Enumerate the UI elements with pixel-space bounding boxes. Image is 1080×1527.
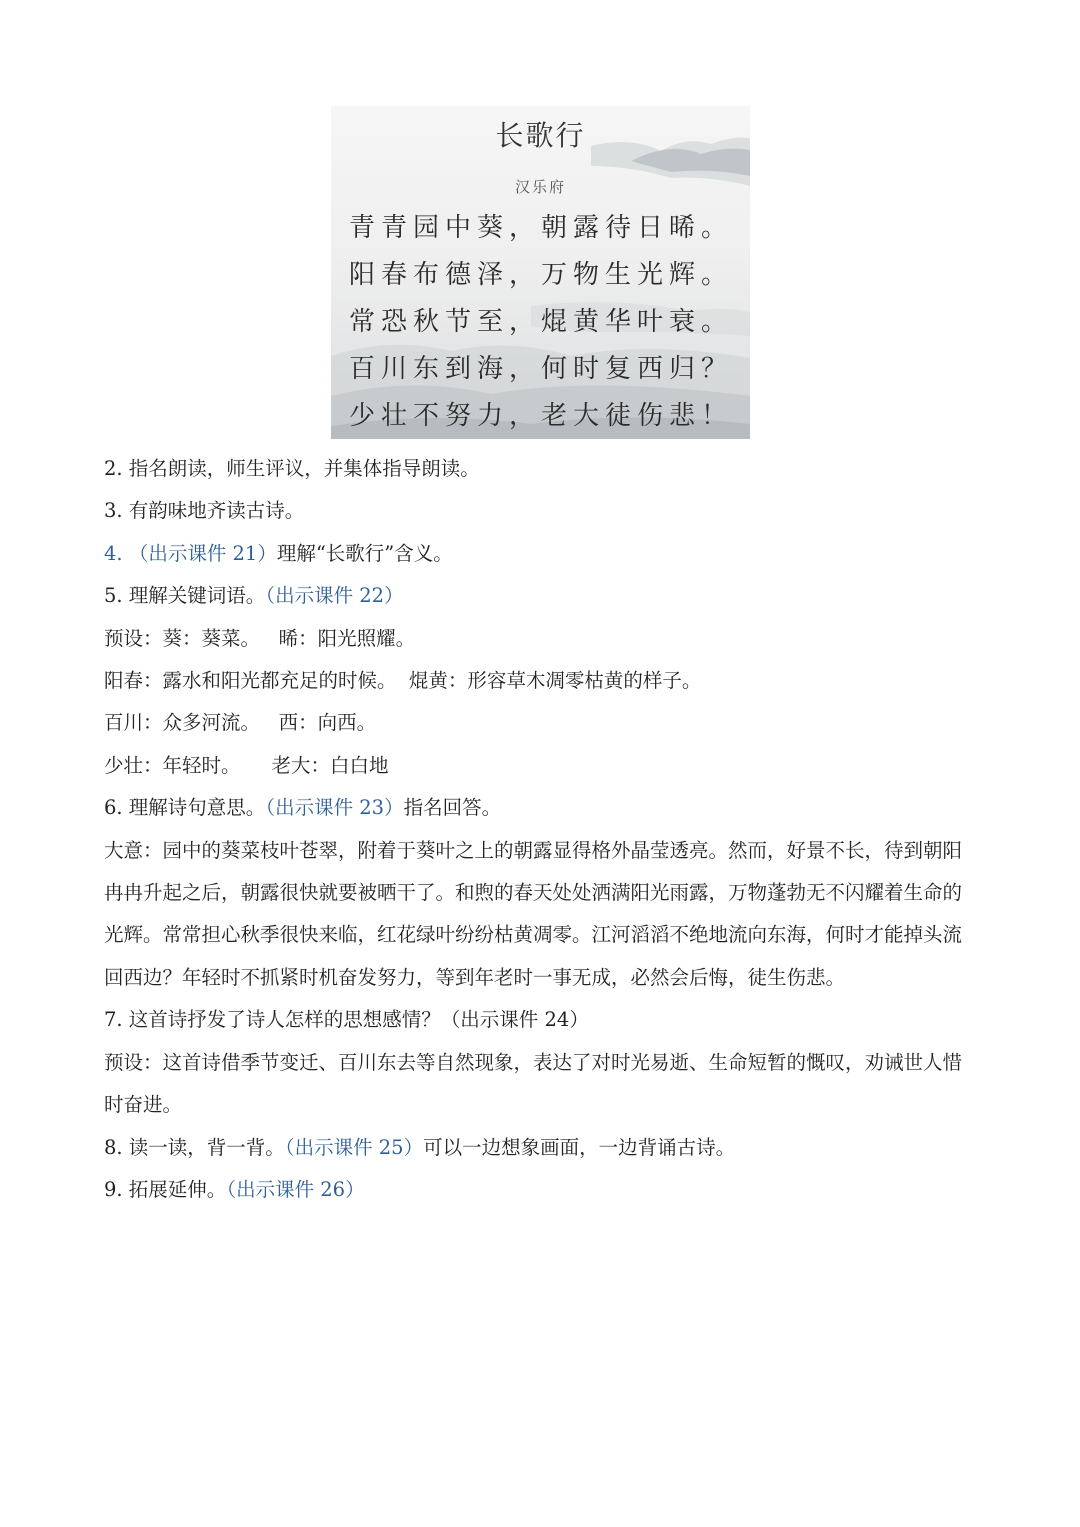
step-8-tail: 可以一边想象画面，一边背诵古诗。 — [423, 1135, 736, 1159]
step-4-number: 4. — [104, 541, 129, 565]
step-2: 2. 指名朗读，师生评议，并集体指导朗读。 — [104, 457, 480, 480]
courseware-link-22: （出示课件 22） — [265, 584, 404, 608]
poem-line: 青青园中葵，朝露待日晞。 — [349, 213, 734, 243]
vocab-line-3: 百川：众多河流。 西：向西。 — [104, 711, 377, 735]
poem-line: 阳春布德泽，万物生光辉。 — [349, 260, 734, 290]
step-8-text: 8. 读一读，背一背。 — [104, 1135, 285, 1159]
vocab-line-4: 少壮：年轻时。 老大：白白地 — [104, 753, 389, 777]
poem-line: 常恐秋节至，焜黄华叶衰。 — [349, 307, 734, 337]
step-5 — [104, 575, 980, 617]
step-6-tail: 指名回答。 — [403, 796, 502, 820]
poem-title: 长歌行 — [495, 119, 586, 152]
courseware-link-26: （出示课件 26） — [226, 1177, 365, 1201]
vocab-line-2: 阳春：露水和阳光都充足的时候。 焜黄：形容草木凋零枯黄的样子。 — [104, 669, 702, 693]
lesson-content — [104, 448, 980, 1211]
poem-line: 百川东到海，何时复西归？ — [349, 354, 734, 384]
courseware-link-21: （出示课件 21） — [128, 541, 277, 565]
poem-author: 汉乐府 — [514, 178, 566, 196]
poem-meaning: 大意：园中的葵菜枝叶苍翠，附着于葵叶之上的朝露显得格外晶莹透亮。然而，好景不长，待到朝阳冉冉升起之后，朝露很快就要被晒干了。和煦的春天处处洒满阳光雨露，万物蓬勃无不闪耀着生命的光辉。常常担心秋季很快来临，红花绿叶纷纷枯黄凋零。江河滔滔不绝地流向东海，何时才能掉头流回西边？年轻时不抓紧时机奋发努力，等到年老时一事无成，必然会后悔，徒生伤悲。 — [104, 838, 963, 989]
step-9-text: 9. 拓展延伸。 — [104, 1177, 227, 1201]
courseware-link-25: （出示课件 25） — [284, 1135, 424, 1159]
step-6 — [104, 787, 980, 829]
courseware-link-23: （出示课件 23） — [265, 796, 404, 820]
step-5-text: 5. 理解关键词语。 — [104, 584, 266, 608]
vocab-line-1: 预设：葵：葵菜。 晞：阳光照耀。 — [104, 626, 416, 650]
poem-image — [331, 106, 750, 439]
step-8 — [104, 1127, 980, 1169]
poem-line: 少壮不努力，老大徒伤悲！ — [349, 401, 734, 431]
step-3: 3. 有韵味地齐读古诗。 — [104, 499, 305, 523]
step-4-text: 理解“长歌行”含义。 — [276, 541, 453, 565]
step-6-text: 6. 理解诗句意思。 — [104, 796, 266, 820]
step-7: 7. 这首诗抒发了诗人怎样的思想感情？（出示课件 24） — [104, 1008, 589, 1032]
step-4 — [104, 533, 980, 575]
step-7-answer: 预设：这首诗借季节变迁、百川东去等自然现象，表达了对时光易逝、生命短暂的慨叹，劝诫世人惜时奋进。 — [104, 1050, 963, 1117]
step-9 — [104, 1169, 980, 1211]
